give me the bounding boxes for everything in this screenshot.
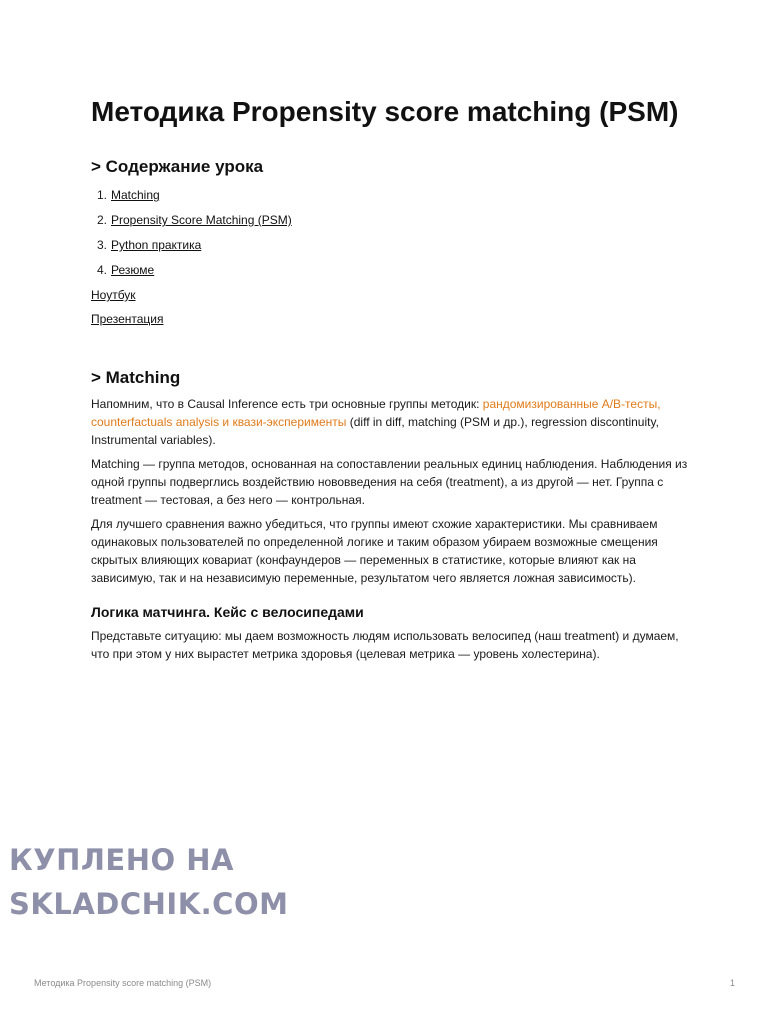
- paragraph-bike-case: Представьте ситуацию: мы даем возможность людям использовать велосипед (наш treatment) и думаем, что при этом у них вырастет метрика здоровья (целевая метрика — уровень холестерина).: [91, 629, 679, 661]
- page-number: 1: [729, 978, 735, 988]
- toc-link-matching[interactable]: Matching: [111, 188, 160, 202]
- bike-case-subheading: Логика матчинга. Кейс с велосипедами: [91, 604, 364, 620]
- watermark-line-2: SKLADCHIK.COM: [9, 887, 289, 921]
- toc-item-number: 1.: [97, 188, 108, 202]
- toc-item[interactable]: [91, 213, 691, 228]
- contents-heading: > Содержание урока: [91, 157, 264, 176]
- page-title: Методика Propensity score matching (PSM): [91, 96, 679, 127]
- notebook-link-row: [91, 288, 691, 303]
- toc-item[interactable]: [91, 238, 691, 253]
- toc-item-number: 3.: [97, 238, 108, 252]
- highlighted-methods-link[interactable]: рандомизированные А/B-тесты, counterfactuals analysis и квази-эксперименты: [91, 397, 661, 429]
- paragraph-intro: [91, 395, 691, 449]
- paragraph-intro-start: Напомним, что в Causal Inference есть три основные группы методик:: [91, 397, 483, 411]
- presentation-link-row: [91, 312, 691, 327]
- toc-link-psm[interactable]: Propensity Score Matching (PSM): [111, 213, 292, 227]
- notebook-link[interactable]: Ноутбук: [91, 288, 136, 302]
- paragraph-covariates: Для лучшего сравнения важно убедиться, что группы имеют схожие характеристики. Мы сравниваем одинаковых пользователей по определенной логике и таким образом убираем возможные смещения скрытых влияющих ковариат (конфаундеров — переменных в статистике, которые влияют как на зависимую, так и на независимую переменные, результатом чего является ложная зависимость).: [91, 517, 658, 585]
- footer-title: Методика Propensity score matching (PSM): [34, 978, 212, 988]
- toc-link-summary[interactable]: Резюме: [111, 263, 155, 277]
- matching-section: [91, 367, 691, 663]
- paragraph-intro-end: (diff in diff, matching (PSM и др.), regression discontinuity, Instrumental variables).: [91, 415, 659, 447]
- toc-item-number: 2.: [97, 213, 108, 227]
- watermark-line-1: КУПЛЕНО НА: [9, 843, 234, 877]
- toc-item-number: 4.: [97, 263, 108, 277]
- toc-item[interactable]: [91, 263, 691, 278]
- matching-heading: > Matching: [91, 368, 181, 387]
- table-of-contents: [91, 188, 691, 278]
- paragraph-matching-definition: Matching — группа методов, основанная на сопоставлении реальных единиц наблюдения. Наблюдения из одной группы подверглись воздействию нововведения на себя (treatment), а из другой — нет. Группа с treatment — тестовая, а без него — контрольная.: [91, 457, 688, 507]
- toc-item[interactable]: [91, 188, 691, 203]
- presentation-link[interactable]: Презентация: [91, 312, 164, 326]
- document-body: [91, 94, 691, 669]
- watermark: [9, 838, 288, 926]
- toc-link-python-practice[interactable]: Python практика: [111, 238, 202, 252]
